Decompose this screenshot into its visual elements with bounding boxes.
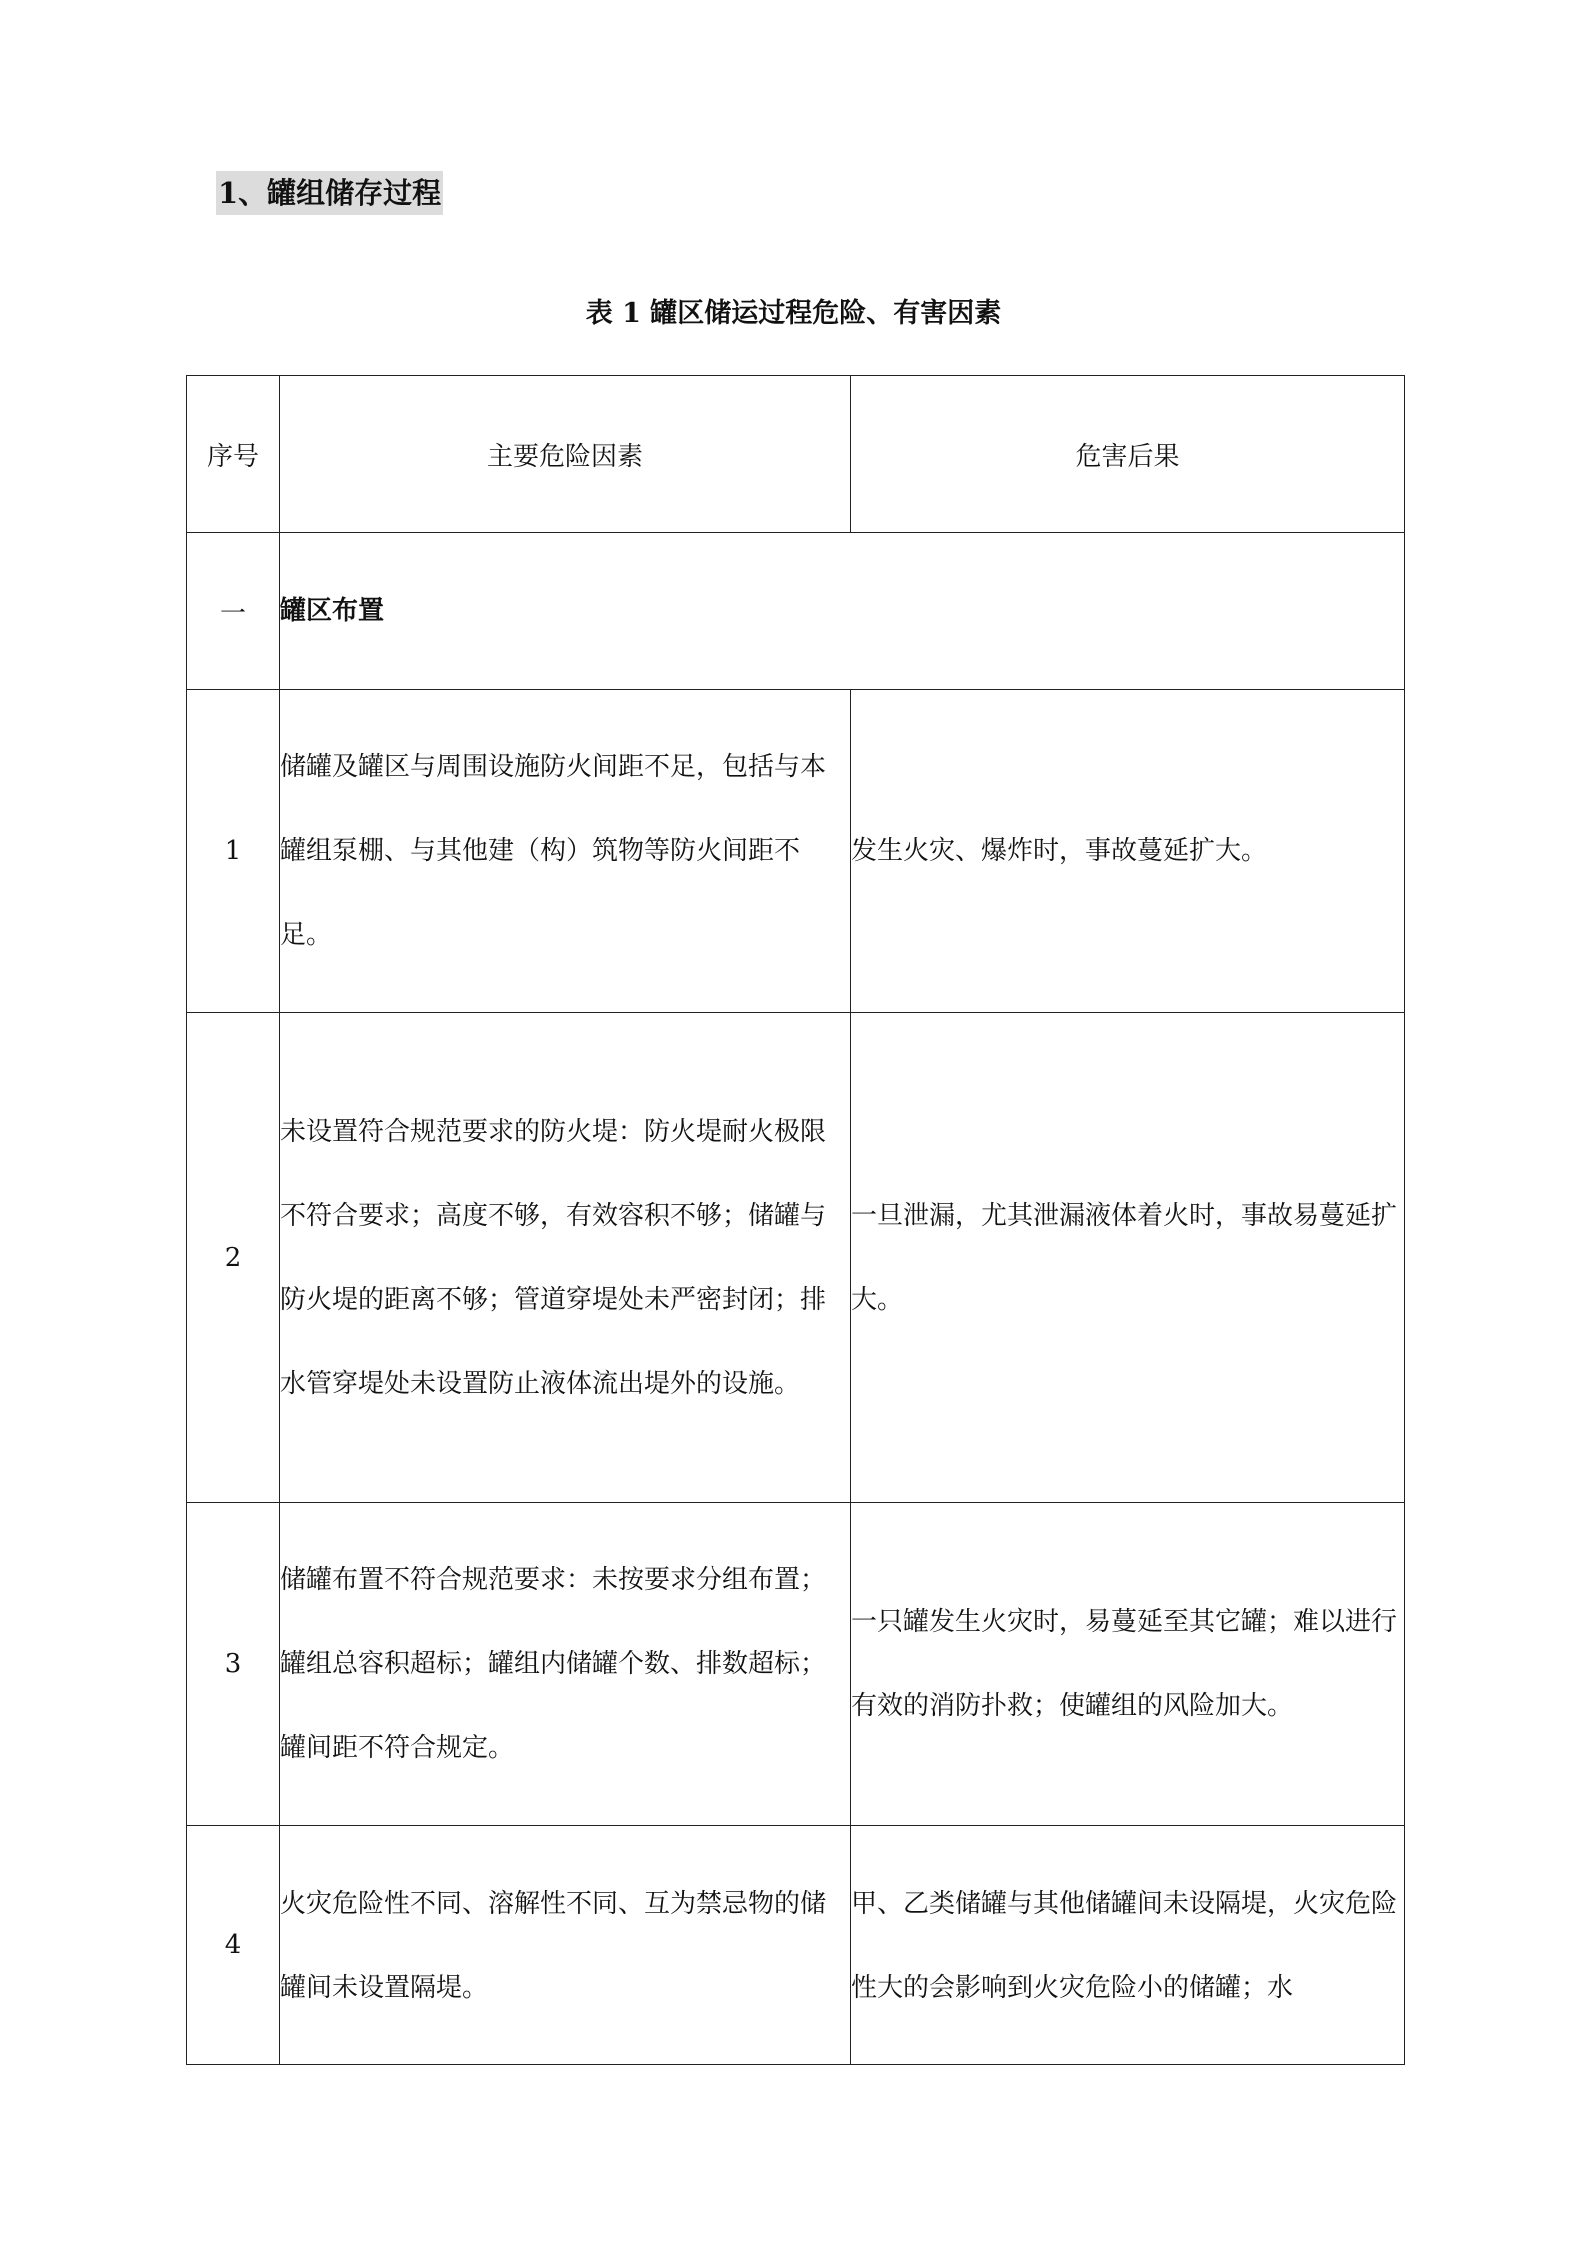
row-number: 1	[187, 690, 280, 1013]
table-header-row	[187, 376, 1405, 533]
section-heading: 1、罐组储存过程	[216, 171, 443, 215]
row-result: 甲、乙类储罐与其他储罐间未设隔堤，火灾危险性大的会影响到火灾危险小的储罐；水	[851, 1826, 1405, 2065]
row-number: 4	[187, 1826, 280, 2065]
column-header-no: 序号	[187, 376, 280, 533]
row-factor: 火灾危险性不同、溶解性不同、互为禁忌物的储罐间未设置隔堤。	[280, 1826, 851, 2065]
row-result: 一旦泄漏，尤其泄漏液体着火时，事故易蔓延扩大。	[851, 1013, 1405, 1503]
table-row	[187, 1503, 1405, 1826]
table-row	[187, 690, 1405, 1013]
row-number: 2	[187, 1013, 280, 1503]
table-group-row	[187, 533, 1405, 690]
row-number: 3	[187, 1503, 280, 1826]
row-factor: 储罐布置不符合规范要求：未按要求分组布置；罐组总容积超标；罐组内储罐个数、排数超标；罐间距不符合规定。	[280, 1503, 851, 1826]
table-row	[187, 1013, 1405, 1503]
row-result: 一只罐发生火灾时，易蔓延至其它罐；难以进行有效的消防扑救；使罐组的风险加大。	[851, 1503, 1405, 1826]
column-header-factor: 主要危险因素	[280, 376, 851, 533]
row-factor: 未设置符合规范要求的防火堤：防火堤耐火极限不符合要求；高度不够，有效容积不够；储罐与防火堤的距离不够；管道穿堤处未严密封闭；排水管穿堤处未设置防止液体流出堤外的设施。	[280, 1013, 851, 1503]
group-title: 罐区布置	[280, 533, 1405, 690]
hazard-table	[186, 375, 1405, 2065]
table-caption: 表 1 罐区储运过程危险、有害因素	[585, 298, 1002, 329]
group-number: 一	[187, 533, 280, 690]
column-header-result: 危害后果	[851, 376, 1405, 533]
row-factor: 储罐及罐区与周围设施防火间距不足，包括与本罐组泵棚、与其他建（构）筑物等防火间距不足。	[280, 690, 851, 1013]
table-row	[187, 1826, 1405, 2065]
row-result: 发生火灾、爆炸时，事故蔓延扩大。	[851, 690, 1405, 1013]
